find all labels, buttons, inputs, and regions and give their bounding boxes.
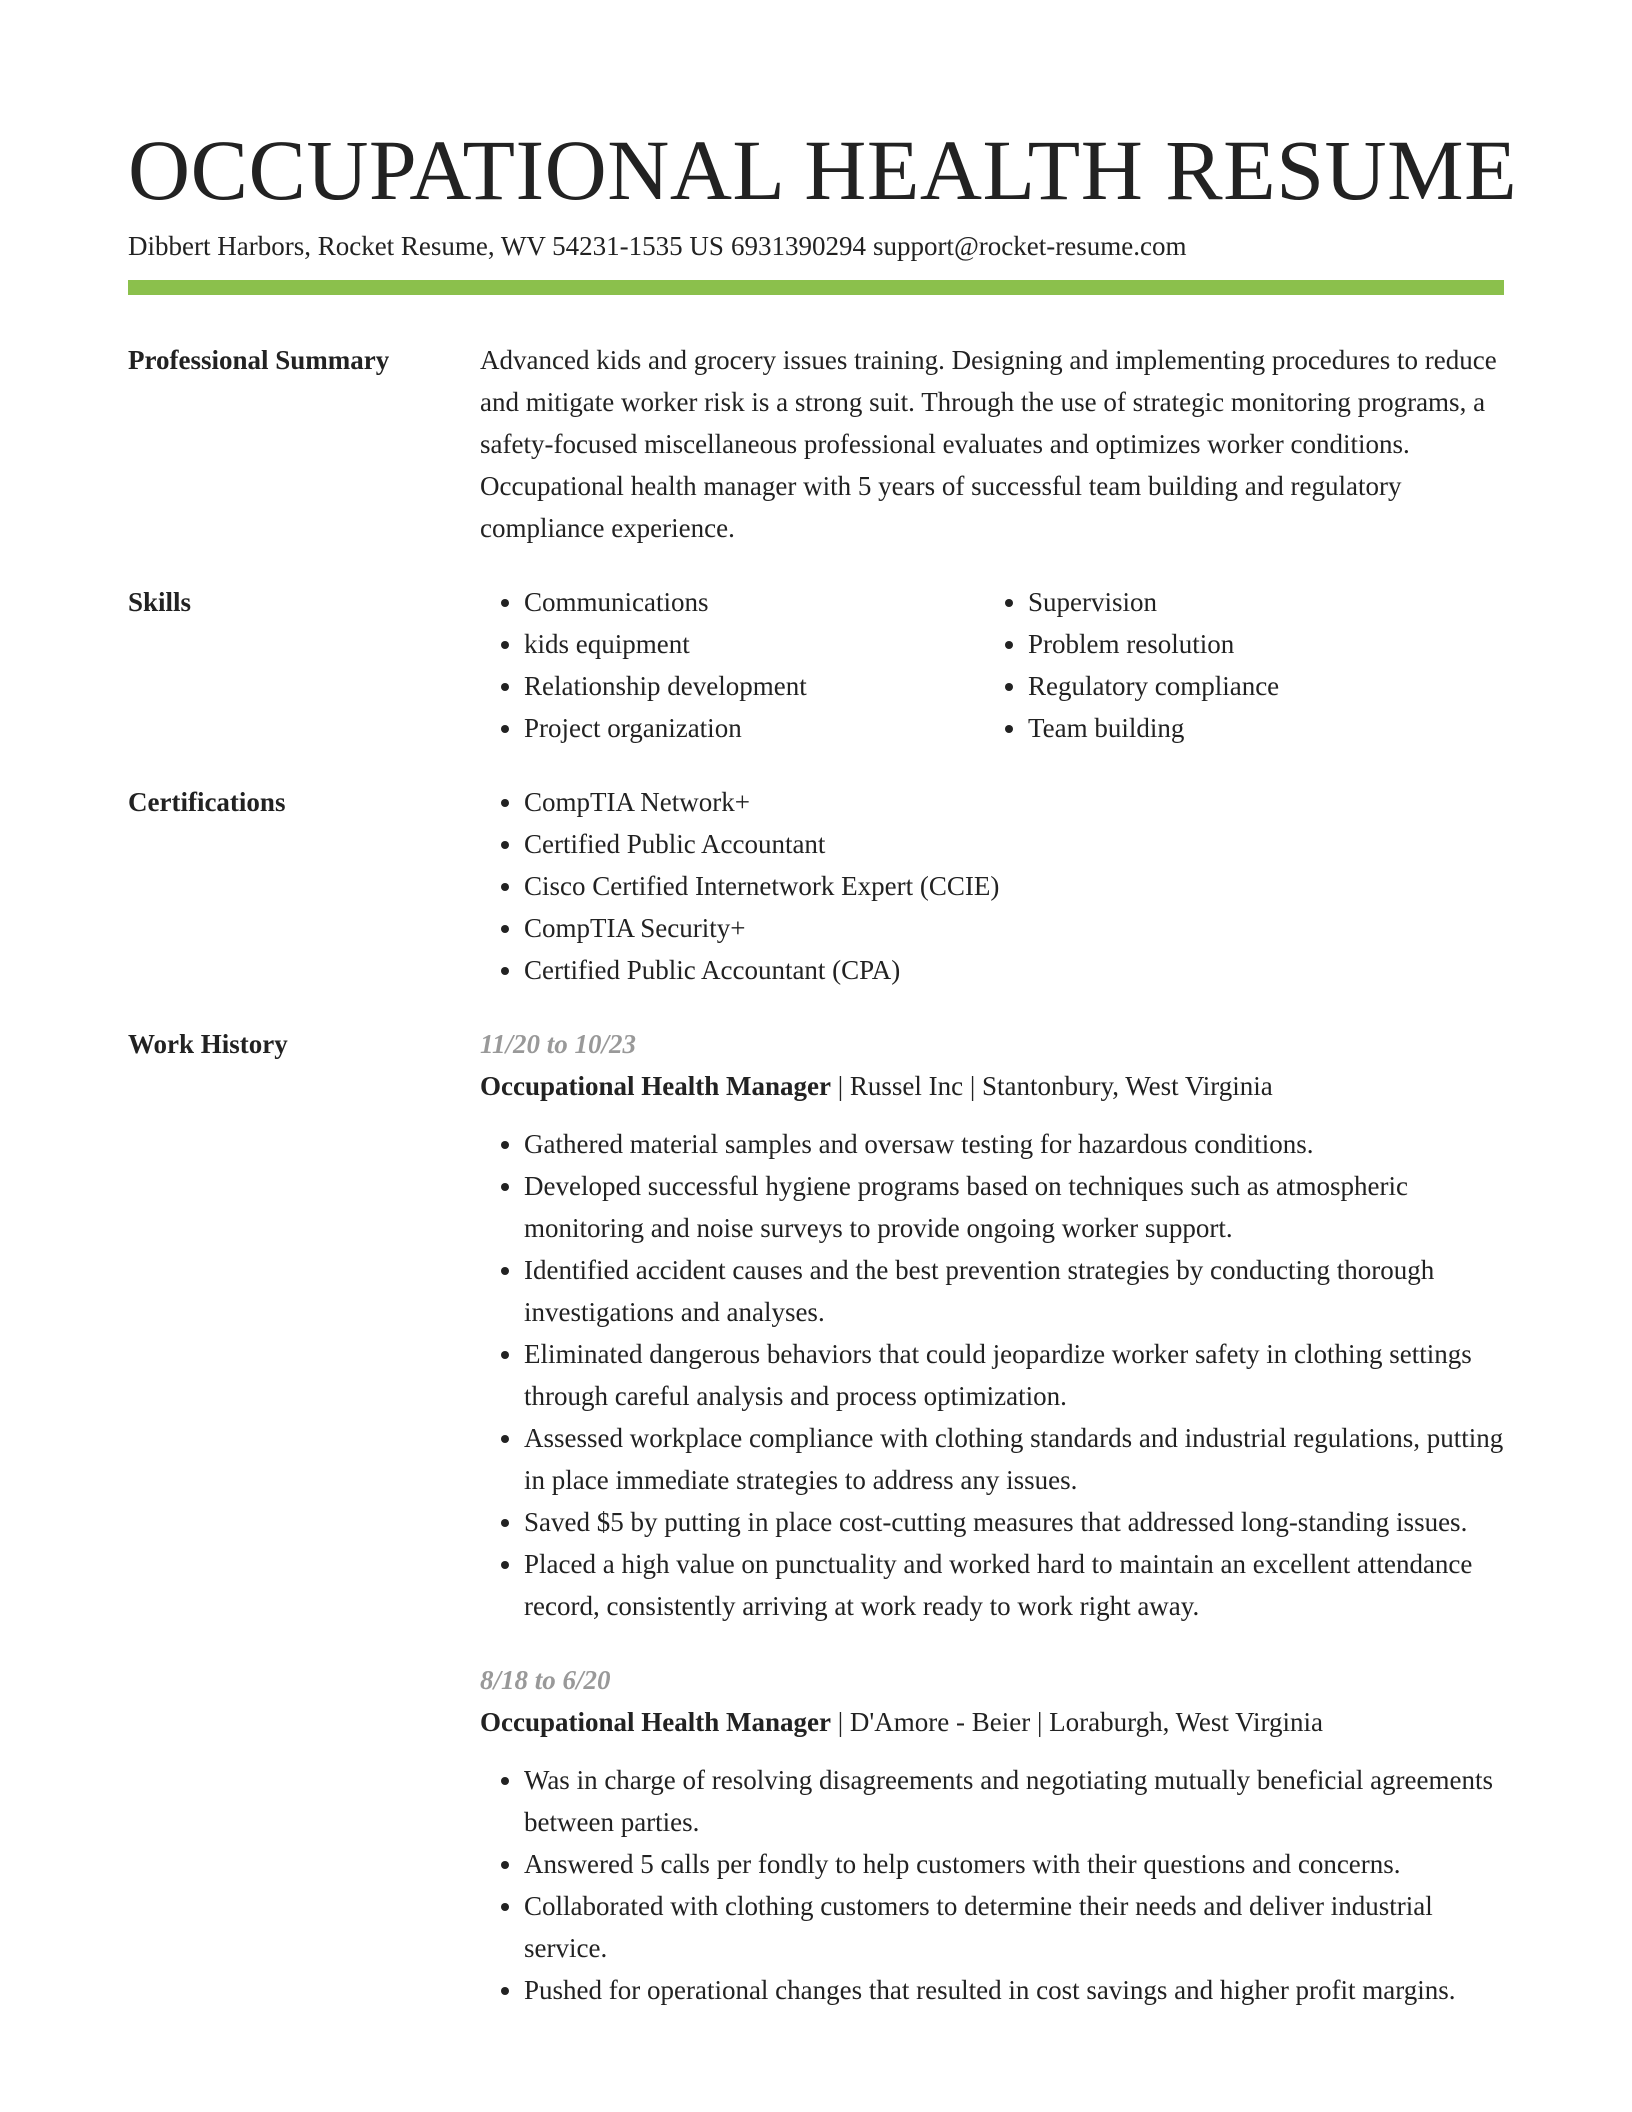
skills-list-right xyxy=(984,581,1488,749)
skills-columns xyxy=(480,581,1504,749)
job-company: D'Amore - Beier xyxy=(849,1707,1031,1737)
contact-line xyxy=(128,228,1504,264)
section-heading-skills: Skills xyxy=(128,587,192,617)
certifications-list xyxy=(480,781,1504,991)
skill-item: • Regulatory compliance xyxy=(1028,665,1488,707)
skills-section xyxy=(128,581,1504,749)
job-bullet: • Identified accident causes and the best prevention strategies by conducting thorough investigations and analyses. xyxy=(524,1249,1504,1333)
job-dates: 8/18 to 6/20 xyxy=(480,1665,611,1695)
job-entry xyxy=(480,1023,1504,1627)
job-company: Russel Inc xyxy=(849,1071,964,1101)
job-bullet: • Answered 5 calls per fondly to help customers with their questions and concerns. xyxy=(524,1843,1504,1885)
job-location: Loraburgh, West Virginia xyxy=(1049,1707,1324,1737)
job-separator: | xyxy=(830,1707,850,1737)
contact-address: Dibbert Harbors, Rocket Resume, WV 54231-1535 US xyxy=(128,231,724,261)
job-bullet-list xyxy=(480,1123,1504,1627)
section-heading-summary: Professional Summary xyxy=(128,345,390,375)
skill-item: • Team building xyxy=(1028,707,1488,749)
skill-item: • Supervision xyxy=(1028,581,1488,623)
job-separator: | xyxy=(830,1071,850,1101)
summary-text: Advanced kids and grocery issues training. Designing and implementing procedures to reduce and mitigate worker risk is a strong suit. Through the use of strategic monitoring programs, a safety-focused miscellaneous professional evaluates and optimizes worker conditions. Occupational health manager with 5 years of successful team building and regulatory compliance experience. xyxy=(480,345,1497,543)
resume-page xyxy=(128,120,1518,2011)
job-bullet: • Collaborated with clothing customers to determine their needs and deliver industrial service. xyxy=(524,1885,1504,1969)
job-bullet: • Was in charge of resolving disagreements and negotiating mutually beneficial agreements between parties. xyxy=(524,1759,1504,1843)
certification-item: • Cisco Certified Internetwork Expert (CCIE) xyxy=(524,865,1504,907)
job-bullet: • Eliminated dangerous behaviors that could jeopardize worker safety in clothing settings through careful analysis and process optimization. xyxy=(524,1333,1504,1417)
job-location: Stantonbury, West Virginia xyxy=(982,1071,1273,1101)
job-entry xyxy=(480,1659,1504,2011)
skill-item: • Problem resolution xyxy=(1028,623,1488,665)
job-bullet: • Assessed workplace compliance with clothing standards and industrial regulations, putting in place immediate strategies to address any issues. xyxy=(524,1417,1504,1501)
skill-item: • Project organization xyxy=(524,707,984,749)
certifications-section xyxy=(128,781,1504,991)
job-bullet: • Saved $5 by putting in place cost-cutting measures that addressed long-standing issues. xyxy=(524,1501,1504,1543)
job-bullet: • Placed a high value on punctuality and worked hard to maintain an excellent attendance record, consistently arriving at work ready to work right away. xyxy=(524,1543,1504,1627)
job-dates: 11/20 to 10/23 xyxy=(480,1029,637,1059)
skills-list-left xyxy=(480,581,984,749)
job-separator: | xyxy=(963,1071,983,1101)
section-heading-work-history: Work History xyxy=(128,1029,288,1059)
job-bullet-list xyxy=(480,1759,1504,2011)
certification-item: • CompTIA Security+ xyxy=(524,907,1504,949)
header-divider xyxy=(128,280,1504,295)
job-bullet: • Developed successful hygiene programs based on techniques such as atmospheric monitoring and noise surveys to provide ongoing worker support. xyxy=(524,1165,1504,1249)
work-history-section xyxy=(128,1023,1504,2011)
professional-summary-section xyxy=(128,339,1504,549)
job-bullet: • Gathered material samples and oversaw testing for hazardous conditions. xyxy=(524,1123,1504,1165)
contact-phone: 6931390294 xyxy=(730,231,866,261)
skill-item: • kids equipment xyxy=(524,623,984,665)
contact-email: support@rocket-resume.com xyxy=(872,231,1187,261)
certification-item: • CompTIA Network+ xyxy=(524,781,1504,823)
resume-title: OCCUPATIONAL HEALTH RESUME xyxy=(128,122,1518,218)
job-title: Occupational Health Manager xyxy=(480,1071,831,1101)
skill-item: • Communications xyxy=(524,581,984,623)
job-title: Occupational Health Manager xyxy=(480,1707,831,1737)
certification-item: • Certified Public Accountant (CPA) xyxy=(524,949,1504,991)
section-heading-certifications: Certifications xyxy=(128,787,286,817)
skill-item: • Relationship development xyxy=(524,665,984,707)
job-header xyxy=(480,1065,1504,1107)
job-bullet: • Pushed for operational changes that resulted in cost savings and higher profit margins. xyxy=(524,1969,1504,2011)
job-header xyxy=(480,1701,1504,1743)
job-separator: | xyxy=(1030,1707,1050,1737)
certification-item: • Certified Public Accountant xyxy=(524,823,1504,865)
